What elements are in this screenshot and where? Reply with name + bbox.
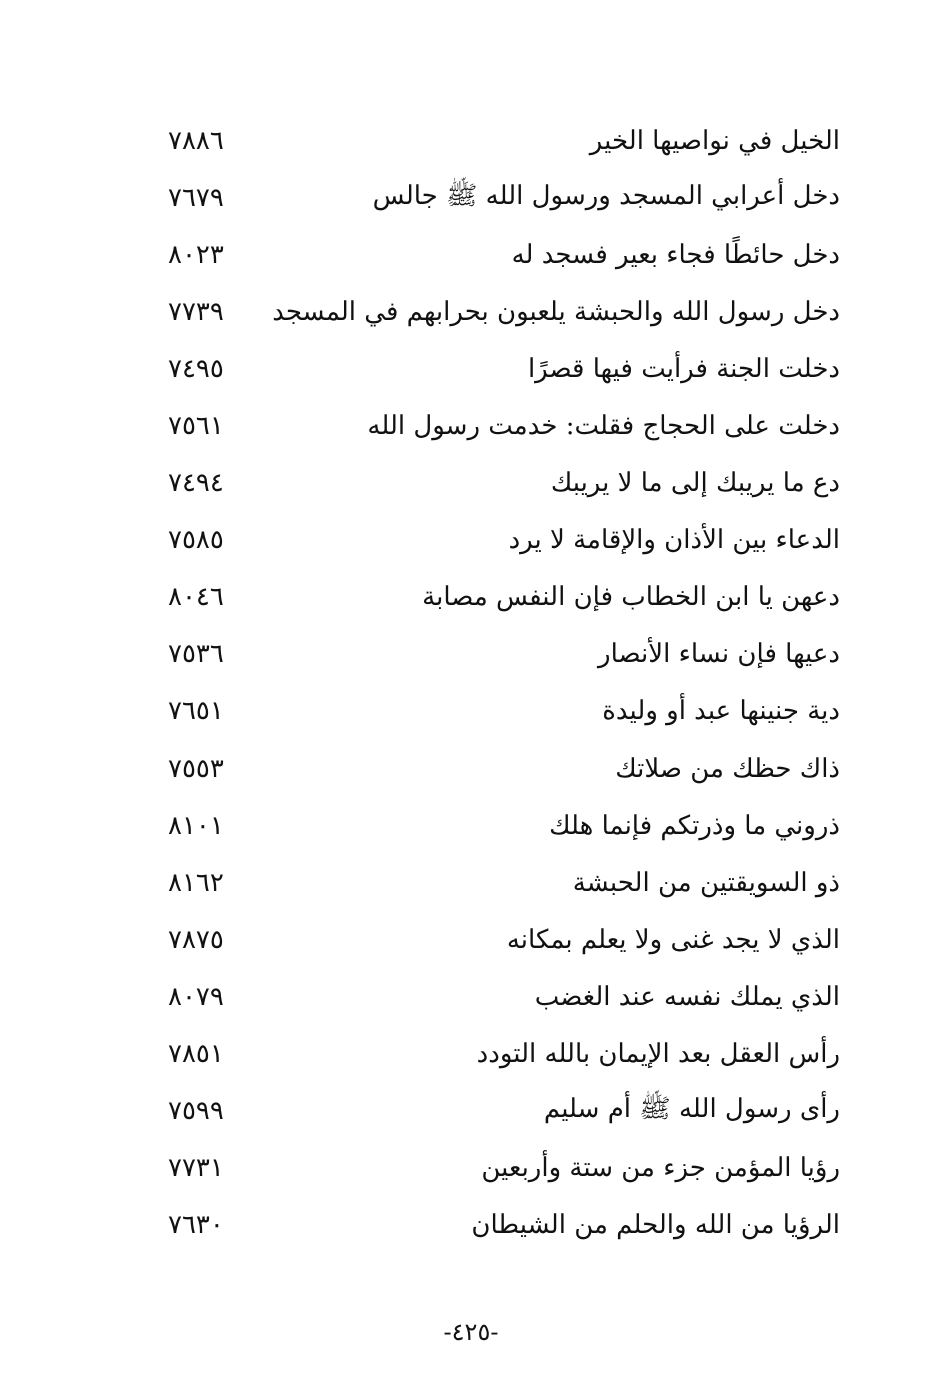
hadith-text: دخلت على الحجاج فقلت: خدمت رسول الله bbox=[367, 411, 840, 442]
index-entry bbox=[150, 283, 840, 340]
hadith-reference-number: ٧٥٩٩ bbox=[168, 1096, 224, 1127]
hadith-text: دعهن يا ابن الخطاب فإن النفس مصابة bbox=[422, 582, 840, 613]
hadith-text: دية جنينها عبد أو وليدة bbox=[602, 696, 840, 727]
index-entry bbox=[150, 512, 840, 569]
hadith-text: دخلت الجنة فرأيت فيها قصرًا bbox=[527, 353, 840, 384]
hadith-text: الدعاء بين الأذان والإقامة لا يرد bbox=[508, 525, 840, 556]
index-entry bbox=[150, 1026, 840, 1083]
index-entry bbox=[150, 626, 840, 683]
hadith-reference-number: ٧٨٨٦ bbox=[168, 125, 224, 156]
index-entry bbox=[150, 683, 840, 740]
index-entry bbox=[150, 740, 840, 797]
hadith-text: ذروني ما وذرتكم فإنما هلك bbox=[549, 810, 840, 841]
hadith-text: الرؤيا من الله والحلم من الشيطان bbox=[471, 1210, 840, 1241]
hadith-index-list bbox=[150, 112, 840, 1254]
index-entry bbox=[150, 911, 840, 968]
hadith-reference-number: ٨٠٤٦ bbox=[168, 582, 224, 613]
hadith-text: ذاك حظك من صلاتك bbox=[615, 753, 840, 784]
hadith-text: دخل رسول الله والحبشة يلعبون بحرابهم في المسجد bbox=[272, 296, 840, 327]
hadith-reference-number: ٧٦٣٠ bbox=[168, 1210, 224, 1241]
index-entry bbox=[150, 854, 840, 911]
hadith-reference-number: ٧٨٧٥ bbox=[168, 924, 224, 955]
hadith-reference-number: ٧٥٥٣ bbox=[168, 753, 224, 784]
index-entry bbox=[150, 397, 840, 454]
hadith-reference-number: ٧٤٩٥ bbox=[168, 353, 224, 384]
index-entry bbox=[150, 169, 840, 226]
index-entry bbox=[150, 797, 840, 854]
hadith-reference-number: ٧٧٣١ bbox=[168, 1153, 224, 1184]
index-entry bbox=[150, 1083, 840, 1140]
hadith-reference-number: ٧٥٨٥ bbox=[168, 525, 224, 556]
index-entry bbox=[150, 569, 840, 626]
hadith-reference-number: ٨٠٧٩ bbox=[168, 981, 224, 1012]
hadith-reference-number: ٧٤٩٤ bbox=[168, 468, 224, 499]
hadith-text: الذي يملك نفسه عند الغضب bbox=[534, 981, 840, 1012]
hadith-text: رأى رسول الله ﷺ أم سليم bbox=[543, 1094, 840, 1125]
hadith-text: الذي لا يجد غنى ولا يعلم بمكانه bbox=[506, 924, 840, 955]
index-entry bbox=[150, 1140, 840, 1197]
index-entry bbox=[150, 112, 840, 169]
hadith-text: الخيل في نواصيها الخير bbox=[589, 125, 840, 156]
page-number: -٤٢٥- bbox=[443, 1318, 499, 1346]
index-entry bbox=[150, 226, 840, 283]
hadith-text: رؤيا المؤمن جزء من ستة وأربعين bbox=[481, 1153, 840, 1184]
hadith-text: دخل أعرابي المسجد ورسول الله ﷺ جالس bbox=[372, 180, 840, 211]
hadith-reference-number: ٧٧٣٩ bbox=[168, 296, 224, 327]
hadith-text: ذو السويقتين من الحبشة bbox=[572, 867, 840, 898]
hadith-reference-number: ٧٥٣٦ bbox=[168, 639, 224, 670]
index-entry bbox=[150, 340, 840, 397]
hadith-reference-number: ٧٨٥١ bbox=[168, 1039, 224, 1070]
hadith-reference-number: ٧٥٦١ bbox=[168, 411, 224, 442]
hadith-text: دع ما يريبك إلى ما لا يريبك bbox=[550, 468, 840, 499]
hadith-reference-number: ٧٦٥١ bbox=[168, 696, 224, 727]
hadith-reference-number: ٨١٦٢ bbox=[168, 867, 224, 898]
hadith-text: دعيها فإن نساء الأنصار bbox=[598, 639, 840, 670]
index-entry bbox=[150, 1197, 840, 1254]
index-entry bbox=[150, 968, 840, 1025]
hadith-text: دخل حائطًا فجاء بعير فسجد له bbox=[511, 239, 840, 270]
hadith-reference-number: ٨١٠١ bbox=[168, 810, 224, 841]
index-entry bbox=[150, 455, 840, 512]
hadith-reference-number: ٨٠٢٣ bbox=[168, 239, 224, 270]
hadith-reference-number: ٧٦٧٩ bbox=[168, 182, 224, 213]
hadith-text: رأس العقل بعد الإيمان بالله التودد bbox=[476, 1039, 840, 1070]
